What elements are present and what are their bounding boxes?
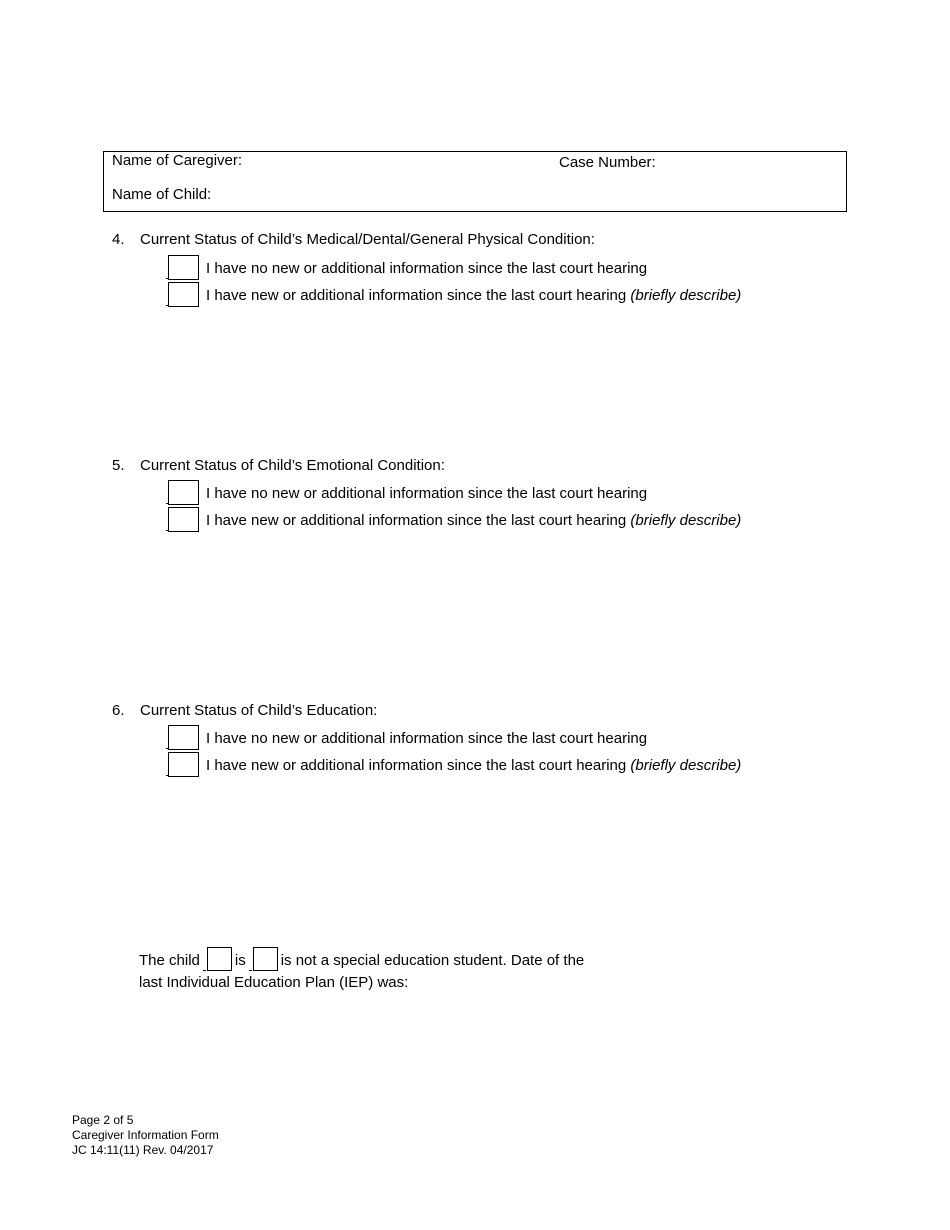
case-number-label: Case Number:: [559, 154, 656, 171]
new-info-label: [206, 757, 741, 774]
no-new-info-label: I have no new or additional information since the last court hearing: [206, 260, 648, 277]
section-title: [112, 457, 445, 474]
new-info-text: I have new or additional information since the last court hearing: [206, 287, 627, 304]
underline-mark: [203, 970, 206, 971]
new-info-label: [206, 287, 741, 304]
section-number: 4.: [112, 231, 125, 248]
child-prefix-text: The child: [139, 952, 200, 969]
is-not-label: is not a special education student. Date of the: [280, 952, 585, 969]
section-title-text: Current Status of Child’s Education:: [140, 702, 378, 719]
briefly-describe-note: (briefly describe): [630, 287, 742, 304]
is-label: is: [234, 952, 246, 969]
form-code: JC 14:11(11) Rev. 04/2017: [72, 1143, 214, 1157]
special-education-question: [139, 942, 739, 1002]
is-not-special-ed-checkbox[interactable]: [253, 947, 278, 971]
no-new-info-checkbox[interactable]: [168, 725, 199, 750]
briefly-describe-note: (briefly describe): [630, 757, 742, 774]
section-number: 6.: [112, 702, 125, 719]
section-title: [112, 702, 377, 719]
no-new-info-label: I have no new or additional information since the last court hearing: [206, 730, 648, 747]
briefly-describe-note: (briefly describe): [630, 512, 742, 529]
is-special-ed-checkbox[interactable]: [207, 947, 232, 971]
underline-mark: [249, 970, 252, 971]
no-new-info-label: I have no new or additional information since the last court hearing: [206, 485, 648, 502]
new-info-text: I have new or additional information since the last court hearing: [206, 757, 627, 774]
new-info-checkbox[interactable]: [168, 507, 199, 532]
special-education-line: [139, 947, 584, 971]
form-name: Caregiver Information Form: [72, 1128, 219, 1142]
new-info-checkbox[interactable]: [168, 752, 199, 777]
new-info-text: I have new or additional information since the last court hearing: [206, 512, 627, 529]
case-header-box: [103, 151, 847, 212]
new-info-checkbox[interactable]: [168, 282, 199, 307]
page-number: Page 2 of 5: [72, 1113, 134, 1127]
iep-date-label: last Individual Education Plan (IEP) was:: [139, 974, 409, 991]
section-title-text: Current Status of Child’s Emotional Condition:: [140, 457, 445, 474]
section-number: 5.: [112, 457, 125, 474]
no-new-info-checkbox[interactable]: [168, 480, 199, 505]
section-title-text: Current Status of Child’s Medical/Dental/General Physical Condition:: [140, 231, 595, 248]
page-footer: [72, 1113, 219, 1158]
new-info-label: [206, 512, 741, 529]
section-title: [112, 231, 595, 248]
child-name-label: Name of Child:: [112, 186, 212, 203]
no-new-info-checkbox[interactable]: [168, 255, 199, 280]
caregiver-name-label: Name of Caregiver:: [112, 152, 243, 169]
